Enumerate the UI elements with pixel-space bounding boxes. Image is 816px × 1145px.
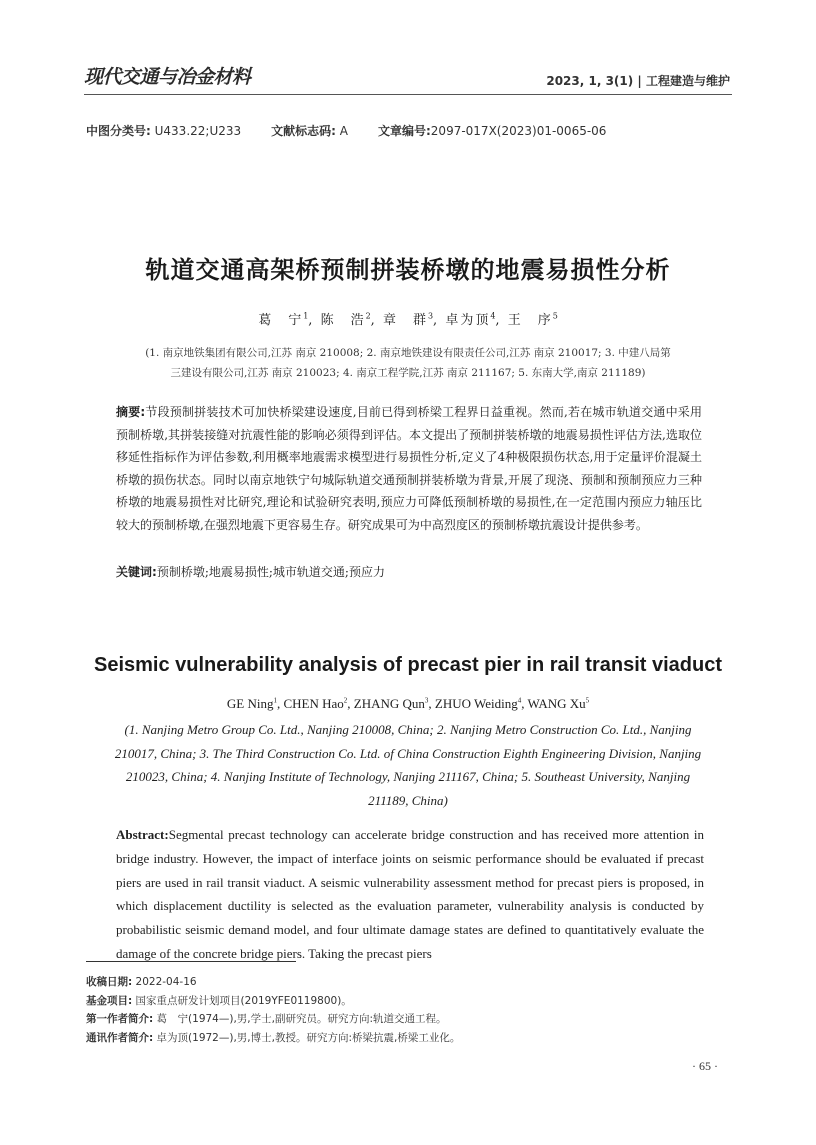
author-en: ZHUO Weiding$^4$ xyxy=(434,696,522,711)
abstract-en-label: Abstract: xyxy=(116,827,169,842)
authors-cn: 葛 宁$^1$, 陈 浩$^2$, 章 群$^3$, 卓为顶$^4$, 王 序$^5$ xyxy=(258,311,558,328)
paper-title-en: Seismic vulnerability analysis of precast pier in rail transit viaduct xyxy=(93,654,723,676)
author-cn: 陈 浩$^2$ xyxy=(320,311,371,328)
author-cn: 葛 宁$^1$ xyxy=(258,311,309,328)
abstract-cn xyxy=(116,401,702,536)
doc-code-value: A xyxy=(335,124,348,138)
abstract-cn-label: 摘要: xyxy=(116,405,146,419)
footnote-corresponding-author: 通讯作者简介: 卓为顶(1972—),男,博士,教授。研究方向:桥梁抗震,桥梁工业化。 xyxy=(86,1031,461,1044)
affiliation-line: (1. 南京地铁集团有限公司,江苏 南京 210008; 2. 南京地铁建设有限责任公司,江苏 南京 210017; 3. 中建八局第 xyxy=(145,347,671,359)
page-number: · 65 · xyxy=(692,1059,718,1073)
footnote-rule xyxy=(86,961,296,962)
affiliations-cn xyxy=(110,343,706,383)
footnote-funding: 基金项目: 国家重点研发计划项目(2019YFE0119800)。 xyxy=(86,994,352,1007)
author-en: ZHANG Qun$^3$ xyxy=(353,696,429,711)
authors-en: GE Ning$^1$, CHEN Hao$^2$, ZHANG Qun$^3$, ZHUO Weiding$^4$, WANG Xu$^5$ xyxy=(226,696,590,711)
article-no-label: 文章编号: xyxy=(377,124,431,138)
keywords-cn xyxy=(116,562,702,582)
paper-title-cn: 轨道交通高架桥预制拼装桥墩的地震易损性分析 xyxy=(145,256,671,284)
author-cn: 卓为顶$^4$ xyxy=(445,311,496,328)
author-en: GE Ning$^1$ xyxy=(226,696,277,711)
affiliation-line: 三建设有限公司,江苏 南京 210023; 4. 南京工程学院,江苏 南京 211167; 5. 东南大学,南京 211189) xyxy=(170,367,646,379)
keywords-cn-text: 预制桥墩;地震易损性;城市轨道交通;预应力 xyxy=(156,565,385,579)
article-no-value: 2097-017X(2023)01-0065-06 xyxy=(430,124,607,138)
header-rule xyxy=(84,94,732,95)
author-cn: 章 群$^3$ xyxy=(382,311,434,328)
footnote-first-author: 第一作者简介: 葛 宁(1974—),男,学士,副研究员。研究方向:轨道交通工程。 xyxy=(86,1013,447,1025)
abstract-en-text: Segmental precast technology can accelerate bridge construction and has received more attention in bridge industry. However, the impact of interface joints on seismic performance should be evaluated if precast piers are used in rail transit viaduct. A seismic vulnerability assessment method for precast piers is proposed, in which displacement ductility is selected as the evaluation parameter, vulnerability analysis is conducted by probabilistic seismic demand model, and four ultimate damage states are defined to quantitatively evaluate the damage of the concrete bridge piers. Taking the precast piers xyxy=(116,827,704,961)
abstract-cn-text: 节段预制拼装技术可加快桥梁建设速度,目前已得到桥梁工程界日益重视。然而,若在城市轨道交通中采用预制桥墩,其拼装接缝对抗震性能的影响必须得到评估。本文提出了预制拼装桥墩的地震易损性评估方法,选取位移延性指标作为评估参数,利用概率地震需求模型进行易损性分析,定义了4种极限损伤状态,用于定量评价混凝土桥墩的损伤状态。同时以南京地铁宁句城际轨道交通预制拼装桥墩为背景,开展了现浇、预制和预制预应力三种桥墩的地震易损性对比研究,理论和试验研究表明,预应力可降低预制桥墩的易损性,在一定范围内预应力轴压比较大的预制桥墩,在强烈地震下更容易生存。研究成果可为中高烈度区的预制桥墩抗震设计提供参考。 xyxy=(116,405,702,532)
journal-logo: 现代交通与冶金材料 xyxy=(84,66,251,88)
keywords-cn-label: 关键词: xyxy=(116,565,157,579)
doc-code-label: 文献标志码: xyxy=(271,124,336,138)
clc-value: U433.22;U233 xyxy=(150,124,242,138)
classification-line xyxy=(86,122,606,139)
author-en: CHEN Hao$^2$ xyxy=(283,696,348,711)
clc-label: 中图分类号: xyxy=(86,124,151,138)
footnotes xyxy=(86,973,460,1047)
affiliations-en: (1. Nanjing Metro Group Co. Ltd., Nanjing 210008, China; 2. Nanjing Metro Construction Co. Ltd., Nanjing 210017, China; 3. The Third Construction Co. Ltd. of China Construction Eighth Engineering Division, Nanjing 210023, China; 4. Nanjing Institute of Technology, Nanjing 211167, China; 5. Southeast University, Nanjing 211189, China) xyxy=(114,722,702,808)
footnote-received: 收稿日期: 2022-04-16 xyxy=(86,976,197,988)
abstract-en xyxy=(116,823,704,966)
author-cn: 王 序$^5$ xyxy=(507,311,558,328)
author-en: WANG Xu$^5$ xyxy=(527,696,590,711)
issue-info: 2023, 1, 3(1) | 工程建造与维护 xyxy=(546,74,730,88)
